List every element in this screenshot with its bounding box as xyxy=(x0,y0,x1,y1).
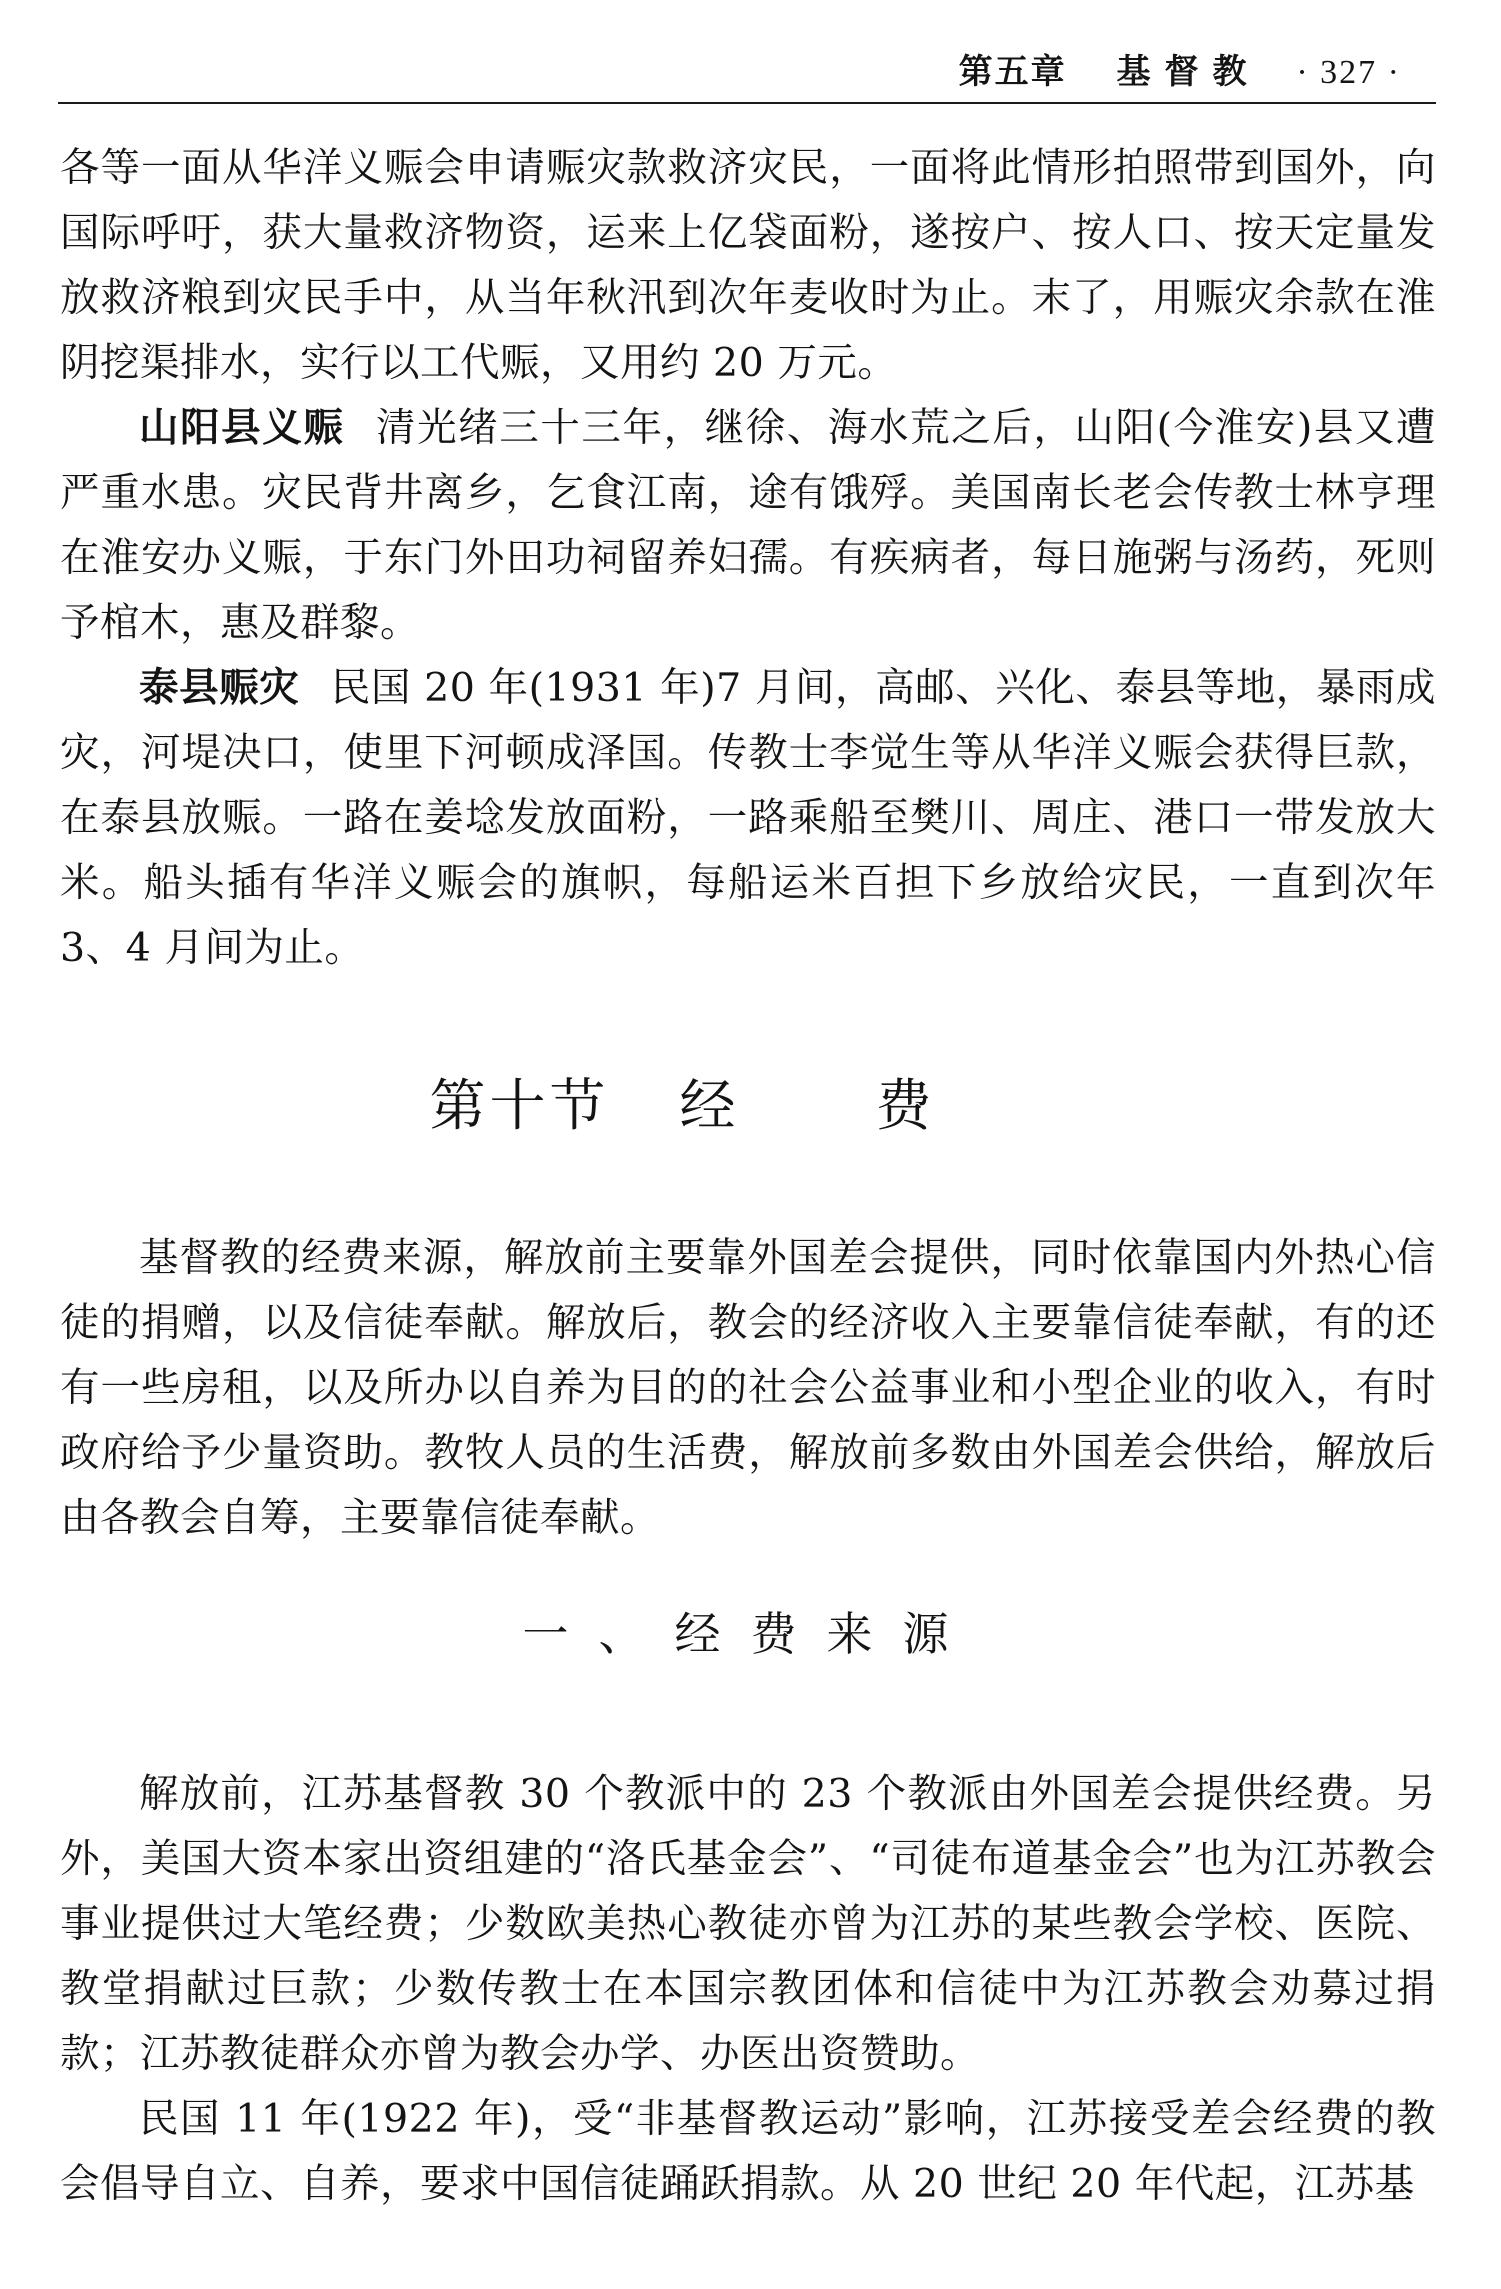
entry-term: 山阳县义赈 xyxy=(139,405,345,451)
chapter-label: 第五章 xyxy=(958,52,1067,92)
header-rule xyxy=(58,102,1436,104)
subsection-paragraph-2: 民国 11 年(1922 年)，受“非基督教运动”影响，江苏接受差会经费的教会倡导自立、自养，要求中国信徒踊跃捐款。从 20 世纪 20 年代起，江苏基 xyxy=(60,2096,1436,2207)
section-heading xyxy=(0,1062,1501,1142)
text-block-relief xyxy=(60,136,1436,981)
subsection-paragraph-1: 解放前，江苏基督教 30 个教派中的 23 个教派由外国差会提供经费。另外，美国大资本家出资组建的“洛氏基金会”、“司徒布道基金会”也为江苏教会事业提供过大笔经费；少数欧美热心教徒亦曾为江苏的某些教会学校、医院、教堂捐献过巨款；少数传教士在本国宗教团体和信徒中为江苏教会劝募过捐款；江苏教徒群众亦曾为教会办学、办医出资赞助。 xyxy=(60,1771,1436,2077)
page-number: · 327 · xyxy=(1296,54,1401,91)
entry-term: 泰县赈灾 xyxy=(139,665,300,711)
section-label: 第十节 xyxy=(429,1074,610,1139)
text-block-section xyxy=(60,1226,1436,1551)
entry-text: 清光绪三十三年，继徐、海水荒之后，山阳(今淮安)县又遭严重水患。灾民背井离乡，乞食江南，途有饿殍。美国南长老会传教士林亨理在淮安办义赈，于东门外田功祠留养妇孺。有疾病者，每日施粥与汤药，死则予棺木，惠及群黎。 xyxy=(60,405,1436,646)
entry-text: 民国 20 年(1931 年)7 月间，高邮、兴化、泰县等地，暴雨成灾，河堤决口，使里下河顿成泽国。传教士李觉生等从华洋义赈会获得巨款，在泰县放赈。一路在姜埝发放面粉，一路乘船至樊川、周庄、港口一带发放大米。船头插有华洋义赈会的旗帜，每船运米百担下乡放给灾民，一直到次年 3、4 月间为止。 xyxy=(60,665,1436,971)
running-header xyxy=(959,44,1401,93)
chapter-subject: 基督教 xyxy=(1116,52,1261,92)
entry-shanyang xyxy=(60,396,1436,656)
section-name: 经费 xyxy=(679,1074,1072,1139)
section-paragraph: 基督教的经费来源，解放前主要靠外国差会提供，同时依靠国内外热心信徒的捐赠，以及信徒奉献。解放后，教会的经济收入主要靠信徒奉献，有的还有一些房租，以及所办以自养为目的的社会公益事业和小型企业的收入，有时政府给予少量资助。教牧人员的生活费，解放前多数由外国差会供给，解放后由各教会自筹，主要靠信徒奉献。 xyxy=(60,1235,1436,1541)
intro-paragraph: 各等一面从华洋义赈会申请赈灾款救济灾民，一面将此情形拍照带到国外，向国际呼吁，获大量救济物资，运来上亿袋面粉，遂按户、按人口、按天定量发放救济粮到灾民手中，从当年秋汛到次年麦收时为止。末了，用赈灾余款在淮阴挖渠排水，实行以工代赈，又用约 20 万元。 xyxy=(60,145,1436,386)
subsection-heading: 一、经费来源 xyxy=(522,1607,979,1661)
entry-taixian xyxy=(60,656,1436,981)
text-block-subsection xyxy=(60,1762,1436,2217)
